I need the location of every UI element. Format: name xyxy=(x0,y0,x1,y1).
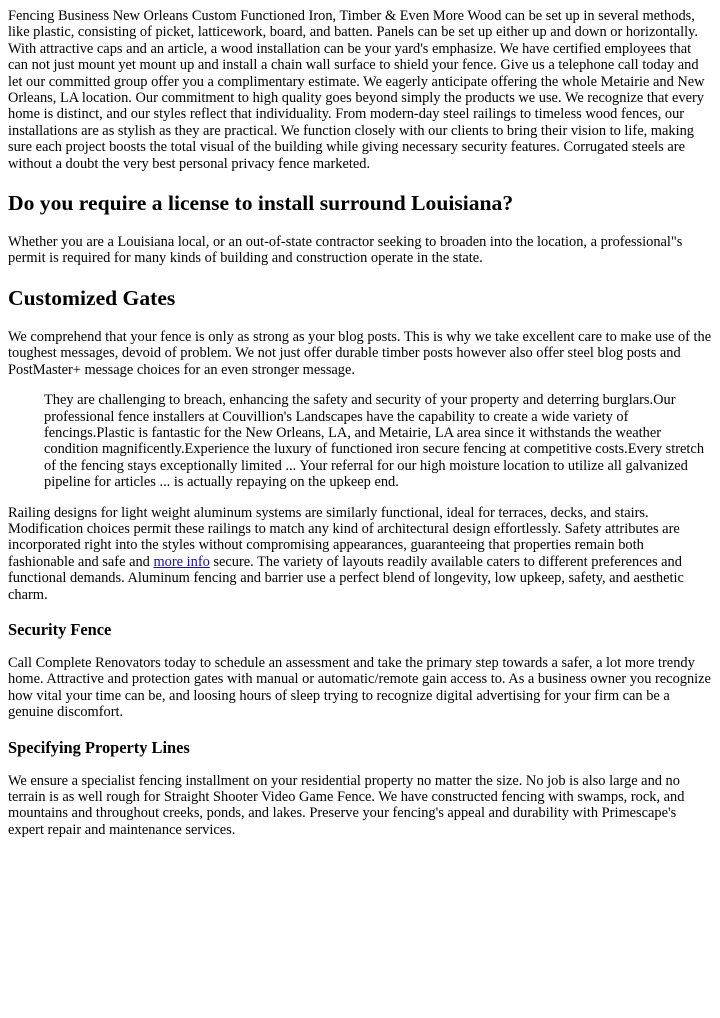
property-paragraph: We ensure a specialist fencing installment on your residential property no matter the size. No job is also large and no terrain is as well rough for Straight Shooter Video Game Fence. We have constructed fencing with swamps, rock, and mountains and throughout creeks, ponds, and lakes. Preserve your fencing's appeal and durability with Primescape's expert repair and maintenance services. xyxy=(8,772,685,838)
railing-text-before: Railing designs for light weight aluminum systems are similarly functional, ideal for terraces, decks, and stairs. Modification choices permit these railings to match any kind of architectural design effortlessly. Safety attributes are incorporated right into the styles without compromising appearances, guaranteeing that properties remain both fashionable and safe and xyxy=(8,504,680,570)
gates-heading: Customized Gates xyxy=(8,285,176,310)
license-paragraph: Whether you are a Louisiana local, or an out-of-state contractor seeking to broaden into the location, a professional"s permit is required for many kinds of building and construction operate in the state. xyxy=(8,234,683,267)
license-heading: Do you require a license to install surround Louisiana? xyxy=(8,191,514,216)
gates-quote-text: They are challenging to breach, enhancing the safety and security of your property and deterring burglars.Our professional fence installers at Couvillion's Landscapes have the capability to create a wide variety of fencings.Plastic is fantastic for the New Orleans, LA, and Metairie, LA area since it withstands the weather condition magnificently.Experience the luxury of functioned iron secure fencing at competitive costs.Every stretch of the fencing stays exceptionally limited ... Your referral for our high moisture location to utilize all galvanized pipeline for articles ... is actually repaying on the upkeep end. xyxy=(44,392,705,491)
gates-paragraph: We comprehend that your fence is only as strong as your blog posts. This is why we take excellent care to make use of the toughest messages, devoid of problem. We not just offer durable timber posts however also offer steel blog posts and PostMaster+ message choices for an even stronger message. xyxy=(8,328,712,378)
intro-paragraph: Fencing Business New Orleans Custom Functioned Iron, Timber & Even More Wood can be set up in several methods, like plastic, consisting of picket, latticework, board, and batten. Panels can be set up either up and down or horizontally. With attractive caps and an article, a wood installation can be your yard's emphasize. We have certified employees that can not just mount yet mount up and install a chain wall surface to shield your fence. Give us a telephone call today and let our committed group offer you a complimentary estimate. We eagerly anticipate offering the whole Metairie and New Orleans, LA location. Our commitment to high quality goes beyond simply the products we use. We recognize that every home is distinct, and our styles reflect that individuality. From modern-day steel railings to timeless wood fences, our installations are as stylish as they are practical. We function closely with our clients to bring their vision to life, making sure each project boosts the total visual of the building while giving necessary security features. Corrugated steels are without a doubt the very best personal privacy fence marketed. xyxy=(8,8,705,172)
security-heading: Security Fence xyxy=(8,619,112,639)
more-info-link[interactable]: more info xyxy=(153,553,210,570)
security-paragraph: Call Complete Renovators today to schedule an assessment and take the primary step towards a safer, a lot more trendy home. Attractive and protection gates with manual or automatic/remote gain access to. As a business owner you recognize how vital your time can be, and loosing hours of sleep trying to recognize digital advertising for your firm can be a genuine discomfort. xyxy=(8,654,711,721)
property-heading: Specifying Property Lines xyxy=(8,737,190,757)
gates-quote xyxy=(44,392,712,490)
railing-text-after: secure. The variety of layouts readily available caters to different preferences and functional demands. Aluminum fencing and barrier use a perfect blend of longevity, low upkeep, safety, and aesthetic charm. xyxy=(8,553,684,603)
railing-paragraph xyxy=(8,505,712,603)
